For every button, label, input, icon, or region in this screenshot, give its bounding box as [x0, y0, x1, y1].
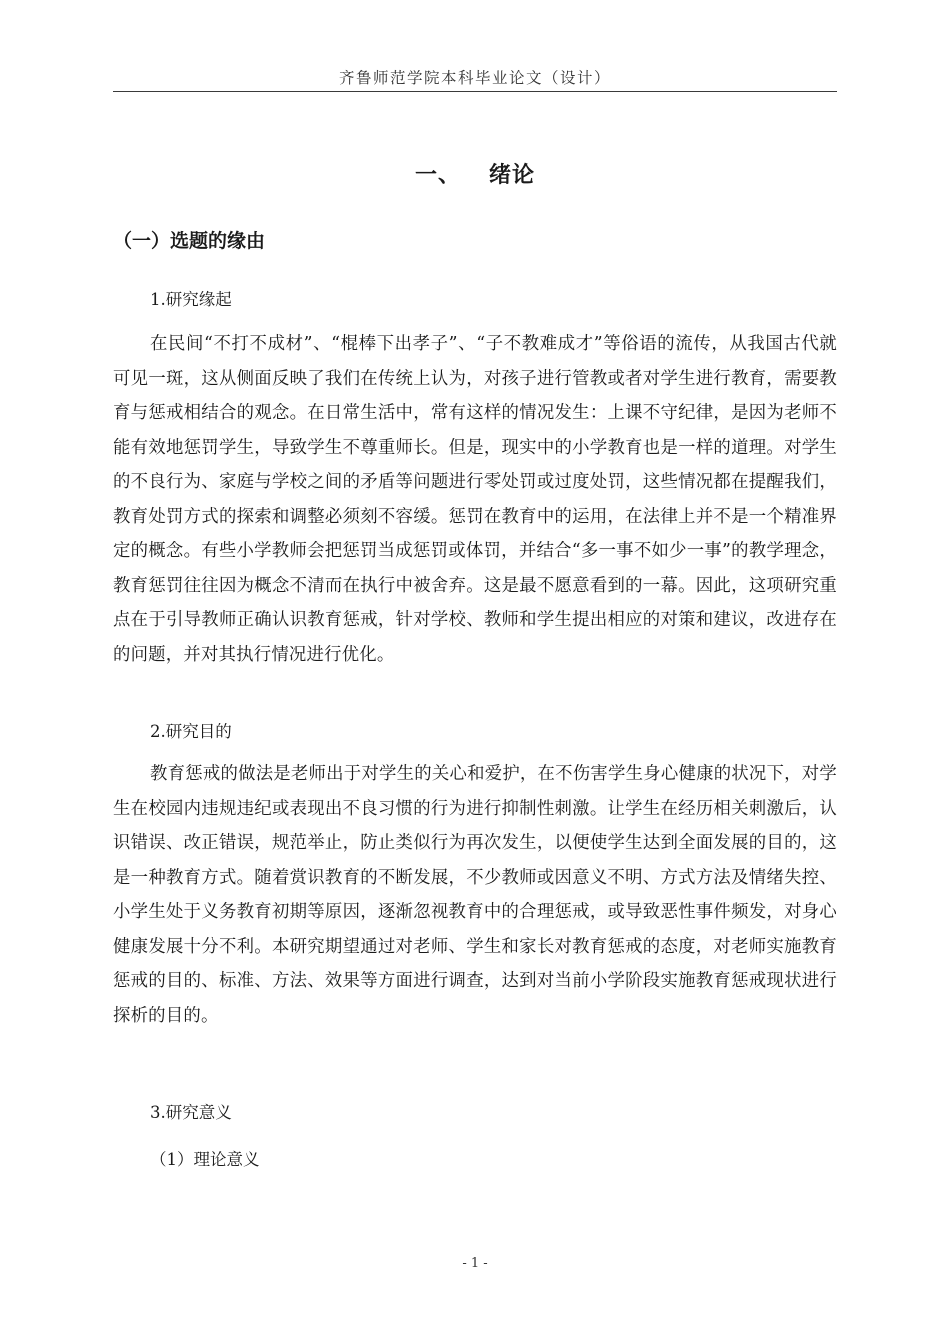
- theoretical-significance-heading: （1）理论意义: [150, 1150, 260, 1169]
- page-header: 齐鲁师范学院本科毕业论文（设计）: [338, 69, 611, 87]
- subsection-heading-origin: 1.研究缘起: [150, 290, 232, 309]
- paragraph-origin: 在民间“不打不成材”、“棍棒下出孝子”、“子不教难成才”等俗语的流传，从我国古代就可见一斑，这从侧面反映了我们在传统上认为，对孩子进行管教或者对学生进行教育，需要教育与惩戒相结合的观念。在日常生活中，常有这样的情况发生：上课不守纪律，是因为老师不能有效地惩罚学生，导致学生不尊重师长。但是，现实中的小学教育也是一样的道理。对学生的不良行为、家庭与学校之间的矛盾等问题进行零处罚或过度处罚，这些情况都在提醒我们，教育处罚方式的探索和调整必须刻不容缓。惩罚在教育中的运用，在法律上并不是一个精准界定的概念。有些小学教师会把惩罚当成惩罚或体罚，并结合“多一事不如少一事”的教学理念，教育惩罚往往因为概念不清而在执行中被舍弃。这是最不愿意看到的一幕。因此，这项研究重点在于引导教师正确认识教育惩戒，针对学校、教师和学生提出相应的对策和建议，改进存在的问题，并对其执行情况进行优化。: [113, 334, 837, 665]
- paragraph-purpose: 教育惩戒的做法是老师出于对学生的关心和爱护，在不伤害学生身心健康的状况下，对学生在校园内违规违纪或表现出不良习惯的行为进行抑制性刺激。让学生在经历相关刺激后，认识错误、改正错误，规范举止，防止类似行为再次发生，以便使学生达到全面发展的目的，这是一种教育方式。随着赏识教育的不断发展，不少教师或因意义不明、方式方法及情绪失控、小学生处于义务教育初期等原因，逐渐忽视教育中的合理惩戒，或导致恶性事件频发，对身心健康发展十分不利。本研究期望通过对老师、学生和家长对教育惩戒的态度，对老师实施教育惩戒的目的、标准、方法、效果等方面进行调查，达到对当前小学阶段实施教育惩戒现状进行探析的目的。: [113, 764, 837, 1026]
- chapter-title: [113, 158, 837, 189]
- subsection-heading-significance: 3.研究意义: [150, 1103, 232, 1122]
- chapter-name: 绪论: [489, 163, 536, 188]
- subsection-heading-purpose: 2.研究目的: [150, 722, 232, 741]
- section-title: （一）选题的缘由: [113, 230, 266, 252]
- chapter-number: 一、: [414, 163, 461, 188]
- page-number: - 1 -: [462, 1256, 488, 1271]
- header-divider: [113, 91, 837, 92]
